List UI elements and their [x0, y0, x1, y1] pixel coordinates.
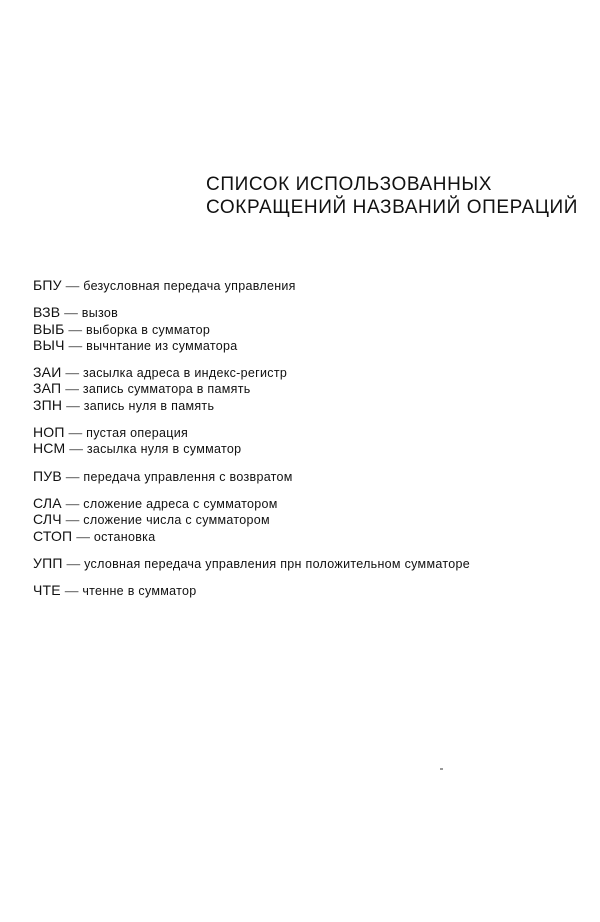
abbreviation-entry [33, 305, 593, 321]
page-title [206, 173, 586, 219]
abbreviation-description: вызов [81, 306, 119, 321]
dash: — [64, 583, 79, 599]
abbreviation-description: выборка в сумматор [86, 322, 211, 337]
abbreviation-entry [33, 338, 593, 354]
abbreviation-description: запись нуля в память [83, 398, 215, 413]
abbreviation-group [33, 305, 593, 354]
abbreviation: СЛА [33, 494, 62, 511]
abbreviation-description: чтенне в сумматор [82, 584, 197, 599]
abbreviation-entry [33, 398, 593, 414]
abbreviation-entry [33, 556, 593, 572]
abbreviation-entry [33, 381, 593, 397]
abbreviation: НСМ [33, 440, 66, 457]
abbreviation-group [33, 556, 593, 572]
abbreviation: ВЗВ [33, 304, 61, 321]
dash: — [65, 365, 79, 381]
abbreviation-entry [33, 529, 593, 545]
dash: — [76, 528, 90, 544]
dash: — [68, 337, 83, 353]
abbreviation: ЗПН [33, 396, 63, 413]
abbreviation-description: безусловная передача управления [83, 279, 296, 293]
abbreviation-description: сложение числа с сумматором [83, 513, 270, 528]
abbreviation: ВЫБ [33, 320, 65, 337]
abbreviation-group [33, 583, 593, 599]
abbreviation-entry [33, 469, 593, 485]
abbreviation-entry [33, 365, 593, 381]
abbreviation: СЛЧ [33, 511, 62, 528]
abbreviation: ПУВ [33, 467, 62, 484]
abbreviation-entry [33, 425, 593, 441]
abbreviation-description: запись сумматора в память [82, 382, 251, 397]
abbreviation-description: пустая операция [86, 426, 189, 441]
abbreviation-group [33, 469, 593, 485]
abbreviation-entry [33, 278, 593, 294]
dash: — [66, 397, 80, 413]
dash: — [68, 321, 83, 337]
abbreviation: БПУ [33, 277, 62, 293]
dash: — [69, 441, 83, 457]
abbreviation-entry [33, 441, 593, 457]
abbreviation-entry [33, 512, 593, 528]
abbreviation-group [33, 365, 593, 414]
abbreviation: ЧТЕ [33, 582, 61, 599]
page-title-line-1: СПИСОК ИСПОЛЬЗОВАННЫХ [206, 174, 493, 195]
dash: — [65, 278, 80, 293]
dash: — [65, 495, 80, 511]
abbreviation-description: передача управлення с возвратом [83, 469, 293, 484]
abbreviation-description: остановка [93, 529, 156, 544]
abbreviation-entry [33, 322, 593, 338]
abbreviation-description: засылка нуля в сумматор [86, 442, 242, 457]
dash: — [64, 305, 78, 321]
abbreviation: ЗАП [33, 380, 62, 397]
dash: — [65, 381, 79, 397]
dash: — [65, 512, 80, 528]
page-title-line-2: СОКРАЩЕНИЙ НАЗВАНИЙ ОПЕРАЦИЙ [206, 197, 579, 218]
abbreviation-description: сложение адреса с сумматором [83, 496, 278, 511]
abbreviation-description: засылка адреса в индекс-регистр [82, 366, 288, 381]
abbreviation-group [33, 278, 593, 294]
abbreviation-group [33, 496, 593, 545]
abbreviation: СТОП [33, 527, 73, 544]
abbreviation: УПП [33, 554, 63, 571]
abbreviation-entry [33, 583, 593, 599]
abbreviation: ЗАИ [33, 364, 62, 381]
abbreviation-entry [33, 496, 593, 512]
dash: — [68, 425, 83, 441]
abbreviation-list [33, 278, 593, 610]
abbreviation-group [33, 425, 593, 458]
print-speck [440, 768, 443, 770]
dash: — [65, 468, 80, 484]
abbreviation-description: условная передача управления прн положительном сумматоре [84, 556, 470, 571]
dash: — [66, 555, 81, 571]
abbreviation-description: вычнтание из сумматора [86, 338, 238, 353]
abbreviation: НОП [33, 424, 65, 441]
abbreviation: ВЫЧ [33, 336, 65, 353]
